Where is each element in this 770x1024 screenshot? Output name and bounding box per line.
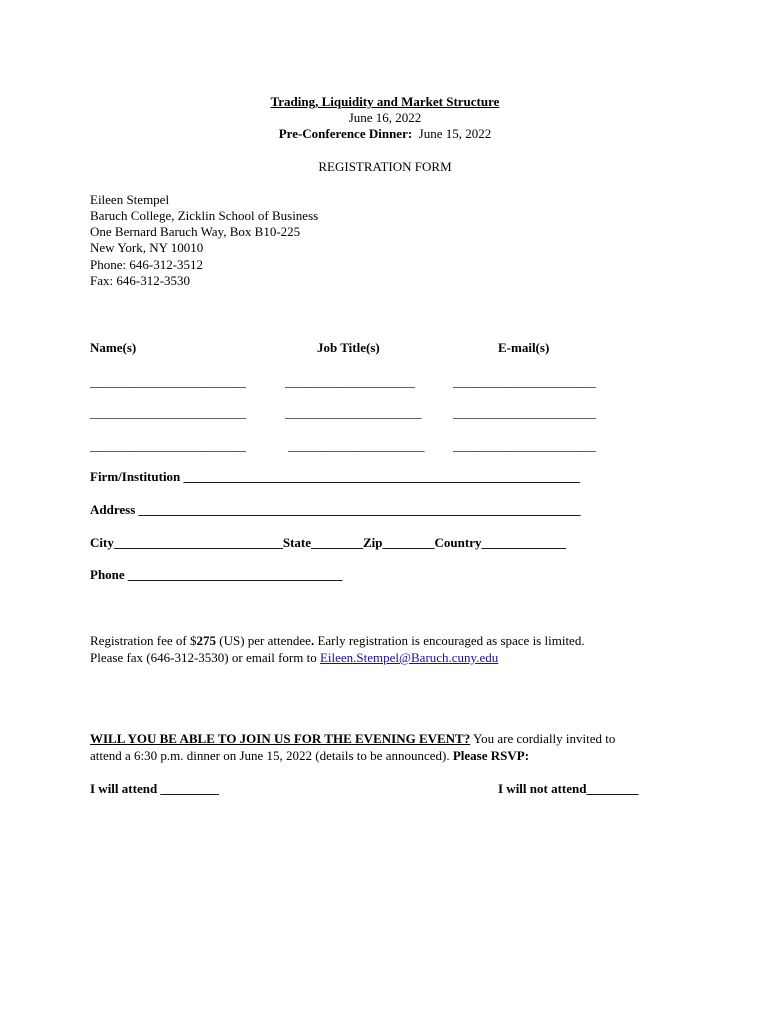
contact-name: Eileen Stempel: [90, 192, 170, 207]
will-attend-field[interactable]: I will attend _________: [90, 781, 219, 796]
email-link[interactable]: Eileen.Stempel@Baruch.cuny.edu: [319, 650, 499, 665]
city-label: City: [90, 535, 114, 550]
fee-line: [90, 633, 585, 649]
dinner-label: Pre-Conference Dinner:: [278, 126, 413, 141]
address-field[interactable]: Address ____________________________________________________________________: [90, 502, 581, 517]
email-blank-3[interactable]: ______________________: [453, 438, 596, 453]
name-blank-1[interactable]: ________________________: [90, 374, 246, 389]
fee-contact-prefix: Please fax (646-312-3530) or email form to: [90, 650, 320, 665]
job-titles-heading: Job Title(s): [317, 340, 380, 355]
email-blank-2[interactable]: ______________________: [453, 405, 596, 420]
name-blank-2[interactable]: ________________________: [90, 405, 246, 420]
rsvp-line-1: [90, 731, 615, 747]
please-rsvp: Please RSVP:: [452, 748, 530, 763]
state-field[interactable]: ________: [311, 535, 364, 550]
zip-label: Zip: [363, 535, 383, 550]
country-field[interactable]: _____________: [481, 535, 566, 550]
contact-phone: Phone: 646-312-3512: [90, 257, 204, 272]
job-blank-1[interactable]: ____________________: [285, 374, 415, 389]
conference-title: Trading, Liquidity and Market Structure: [270, 94, 500, 109]
conference-date: June 16, 2022: [348, 110, 422, 125]
names-heading: Name(s): [90, 340, 137, 355]
fee-text-c: Early registration is encouraged as space is limited.: [314, 633, 585, 648]
contact-city: New York, NY 10010: [90, 240, 204, 255]
job-blank-3[interactable]: _____________________: [288, 438, 425, 453]
rsvp-details: attend a 6:30 p.m. dinner on June 15, 2022 (details to be announced).: [90, 748, 453, 763]
fee-text-a: Registration fee of $: [90, 633, 197, 648]
will-not-attend-field[interactable]: I will not attend________: [498, 781, 639, 796]
fee-period: .: [310, 633, 315, 648]
country-label: Country: [434, 535, 482, 550]
city-field[interactable]: __________________________: [113, 535, 283, 550]
dinner-date: June 15, 2022: [418, 126, 492, 141]
form-title: REGISTRATION FORM: [318, 159, 452, 174]
rsvp-invite: You are cordially invited to: [470, 731, 616, 746]
job-blank-2[interactable]: _____________________: [285, 405, 422, 420]
emails-heading: E-mail(s): [498, 340, 550, 355]
city-state-zip-country-line: [90, 535, 635, 551]
fee-text-b: (US) per attendee: [216, 633, 311, 648]
fee-amount: 275: [196, 633, 216, 648]
fee-contact-line: [90, 650, 498, 666]
email-blank-1[interactable]: ______________________: [453, 374, 596, 389]
phone-field[interactable]: Phone _________________________________: [90, 567, 343, 582]
dinner-line: [0, 126, 770, 142]
state-label: State: [282, 535, 312, 550]
rsvp-question: WILL YOU BE ABLE TO JOIN US FOR THE EVENING EVENT?: [90, 731, 471, 746]
contact-org: Baruch College, Zicklin School of Business: [90, 208, 319, 223]
rsvp-line-2: [90, 748, 529, 764]
contact-street: One Bernard Baruch Way, Box B10-225: [90, 224, 301, 239]
firm-field[interactable]: Firm/Institution _____________________________________________________________: [90, 469, 581, 484]
name-blank-3[interactable]: ________________________: [90, 438, 246, 453]
contact-fax: Fax: 646-312-3530: [90, 273, 191, 288]
zip-field[interactable]: ________: [382, 535, 435, 550]
